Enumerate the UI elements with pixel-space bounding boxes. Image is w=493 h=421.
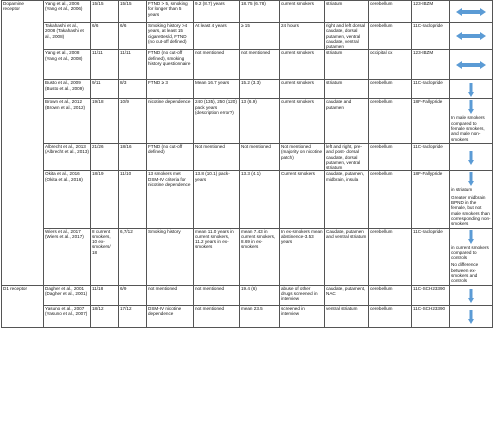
cell-ref: cerebellum: [369, 228, 412, 285]
cell-n: 15/15: [91, 1, 119, 23]
cell-effect: [450, 143, 493, 170]
cell-ref: cerebellum: [369, 305, 412, 327]
cell-tracer: 123-IBZM: [412, 1, 450, 23]
cell-tracer: 11C-SCH23390: [412, 285, 450, 305]
cell-ref: cerebellum: [369, 143, 412, 170]
table-row: [2, 50, 493, 80]
cell-status: current smokers: [280, 50, 325, 80]
cell-ref: cerebellum: [369, 99, 412, 143]
cell-roi: striatum: [325, 50, 369, 80]
cell-duration: not mentioned: [194, 285, 240, 305]
cell-m: 6,7/12: [119, 228, 147, 285]
cell-roi: striatum: [325, 80, 369, 99]
cell-cigs: 13 (6.9): [240, 99, 280, 143]
arrow-down-icon: [468, 83, 474, 97]
cell-roi: right and left dorsal caudate, dorsal putamen, ventral caudate, ventral putamen: [325, 23, 369, 50]
cell-effect: [450, 171, 493, 228]
cell-effect: [450, 228, 493, 285]
cell-tracer: 11C-raclopride: [412, 80, 450, 99]
cell-duration: Not mentioned: [194, 143, 240, 170]
effect-note: in current smokers compared to controls: [451, 244, 489, 261]
cell-ref: cerebellum: [369, 171, 412, 228]
cell-study: Dagher et al., 2001 (Dagher et al., 2001): [44, 285, 91, 305]
cell-duration: 240 (135), 250 (120) pack years (description error?): [194, 99, 240, 143]
cell-status: current smokers: [280, 80, 325, 99]
cell-m: 6/9: [119, 285, 147, 305]
cell-criteria: Smoking history: [147, 228, 194, 285]
effect-note: Greater midbrain BPND in the female, but not male smokers than corresponding non-smokers: [451, 194, 491, 227]
cell-m: 15/15: [119, 1, 147, 23]
cell-roi: Caudate, putamen and ventral striatum: [325, 228, 369, 285]
cell-roi: left and right, pre- and post- dorsal caudate, dorsal putamen, ventral striatum: [325, 143, 369, 170]
arrow-down-icon: [468, 151, 474, 165]
cell-status: screened in interview: [280, 305, 325, 327]
table-row: [2, 80, 493, 99]
table-row: [2, 99, 493, 143]
table-row: [2, 305, 493, 327]
cell-n: 6/6: [91, 23, 119, 50]
cell-tracer: 18F-Fallypride: [412, 171, 450, 228]
cell-study: Albrecht et al., 2013 (Albrecht et al., 2013): [44, 143, 91, 170]
cell-effect: [450, 305, 493, 327]
cell-cigs: 15.2 (3.3): [240, 80, 280, 99]
cell-m: 8/3: [119, 80, 147, 99]
cell-roi: caudate and putamen: [325, 99, 369, 143]
cell-study: Busto et al., 2009 (Busto et al., 2009): [44, 80, 91, 99]
cell-tracer: 11C-raclopride: [412, 23, 450, 50]
cell-status: current smokers: [280, 1, 325, 23]
table-row: [2, 23, 493, 50]
cell-ref: cerebellum: [369, 285, 412, 305]
cell-status: abuse of other drugs screened in interview: [280, 285, 325, 305]
cell-study: Okita et al., 2016 (Okita et al., 2016): [44, 171, 91, 228]
cell-ref: cerebellum: [369, 23, 412, 50]
cell-tracer: 11C-raclopride: [412, 143, 450, 170]
cell-status: Not mentioned (majority on nicotine patch): [280, 143, 325, 170]
cell-cigs: mean 7.43 in current smokers, 8.69 in ex-smokers: [240, 228, 280, 285]
cell-ref: cerebellum: [369, 80, 412, 99]
cell-roi: caudate, putamen, midbrain, insula: [325, 171, 369, 228]
cell-effect: [450, 80, 493, 99]
table-row: [2, 171, 493, 228]
cell-n: 11/11: [91, 50, 119, 80]
cell-cigs: ≥ 15: [240, 23, 280, 50]
table-row: [2, 285, 493, 305]
cell-study: Yasuno et al., 2007 (Yasuno et al., 2007): [44, 305, 91, 327]
cell-ref: cerebellum: [369, 1, 412, 23]
arrow-down-icon: [468, 310, 474, 324]
cell-criteria: FTND (no cut-off defined): [147, 143, 194, 170]
cell-duration: not mentioned: [194, 50, 240, 80]
effect-note: in striatum: [451, 187, 473, 193]
cell-duration: Mean 16.7 years: [194, 80, 240, 99]
cell-m: 17/12: [119, 305, 147, 327]
cell-m: 6/6: [119, 23, 147, 50]
cell-tracer: 123-IBZM: [412, 50, 450, 80]
cell-status: 24 hours: [280, 23, 325, 50]
cell-m: 10/9: [119, 99, 147, 143]
cell-criteria: not mentioned: [147, 285, 194, 305]
cell-n: 11/18: [91, 285, 119, 305]
arrow-left-right-icon: [456, 32, 486, 40]
cell-study: Wiers et al., 2017 (Wiers et al., 2017): [44, 228, 91, 285]
cell-status: Current smokers: [280, 171, 325, 228]
cell-effect: [450, 23, 493, 50]
cell-criteria: FTND ≥ 3: [147, 80, 194, 99]
cell-criteria: FTND (no cut-off defined), smoking history questionnaire: [147, 50, 194, 80]
effect-note: In male smokers compared to female smokers, and male non-smokers: [451, 115, 485, 142]
cell-duration: not mentioned: [194, 305, 240, 327]
cell-duration: At least 4 years: [194, 23, 240, 50]
cell-m: 11/11: [119, 50, 147, 80]
arrow-down-icon: [468, 100, 474, 114]
cell-criteria: nicotine dependence: [147, 99, 194, 143]
table-row: [2, 1, 493, 23]
cell-effect: [450, 99, 493, 143]
cell-duration: mean 11.0 years in current smokers, 11.2 years in ex-smokers: [194, 228, 240, 285]
cell-duration: 9.2 (8.7) years: [194, 1, 240, 23]
cell-study: Yang et al., 2006 (Yang et al., 2006): [44, 1, 91, 23]
cell-cigs: Not mentioned: [240, 143, 280, 170]
cell-tracer: 11C-SCH23390: [412, 305, 450, 327]
cell-m: 11/10: [119, 171, 147, 228]
cell-cigs: 19.4 (6): [240, 285, 280, 305]
group-label: D1 receptor: [2, 285, 44, 327]
cell-tracer: 18F-Fallypride: [412, 99, 450, 143]
cell-n: 9/11: [91, 80, 119, 99]
cell-study: Brown et al., 2012 (Brown et al., 2012): [44, 99, 91, 143]
cell-criteria: DSM-IV nicotine dependence: [147, 305, 194, 327]
cell-status: In ex-smokers mean abstinence-3.53 years: [280, 228, 325, 285]
cell-ref: occipital cx: [369, 50, 412, 80]
cell-cigs: 18.75 (6.78): [240, 1, 280, 23]
cell-duration: 13.8 (10.1) pack-years: [194, 171, 240, 228]
cell-study: Takahashi et al., 2008 (Takahashi et al., 2008): [44, 23, 91, 50]
cell-effect: [450, 285, 493, 305]
cell-cigs: mean 23.5: [240, 305, 280, 327]
cell-roi: ventral striatum: [325, 305, 369, 327]
cell-n: 21/26: [91, 143, 119, 170]
cell-tracer: 11C-raclopride: [412, 228, 450, 285]
cell-n: 19/18: [91, 99, 119, 143]
cell-cigs: 13.3 (4.1): [240, 171, 280, 228]
arrow-down-icon: [468, 230, 474, 244]
group-label: Dopamine receptor: [2, 1, 44, 286]
arrow-left-right-icon: [456, 8, 486, 16]
cell-effect: [450, 50, 493, 80]
cell-criteria: Smoking history >4 years, at least 15 cigarettes/d, FTND (no cut-off defined): [147, 23, 194, 50]
effect-note: No difference between ex-smokers and controls: [451, 262, 479, 284]
table-row: [2, 143, 493, 170]
table-row: [2, 228, 493, 285]
cell-m: 18/16: [119, 143, 147, 170]
arrow-down-icon: [468, 289, 474, 303]
arrow-left-right-icon: [456, 61, 486, 69]
cell-criteria: FTND > 5, smoking for longer than 5 years: [147, 1, 194, 23]
cell-status: current smokers: [280, 99, 325, 143]
cell-criteria: 13 smokers met DSM-IV criteria for nicotine dependence: [147, 171, 194, 228]
cell-roi: caudate, putament, NAC: [325, 285, 369, 305]
studies-table: [1, 0, 493, 328]
cell-n: 18/19: [91, 171, 119, 228]
cell-effect: [450, 1, 493, 23]
arrow-down-icon: [468, 172, 474, 186]
cell-n: 18/12: [91, 305, 119, 327]
cell-roi: striatum: [325, 1, 369, 23]
cell-cigs: not mentioned: [240, 50, 280, 80]
cell-n: 8 current smokers, 10 ex-smokers/ 18: [91, 228, 119, 285]
cell-study: Yang et al., 2008 (Yang et al., 2008): [44, 50, 91, 80]
